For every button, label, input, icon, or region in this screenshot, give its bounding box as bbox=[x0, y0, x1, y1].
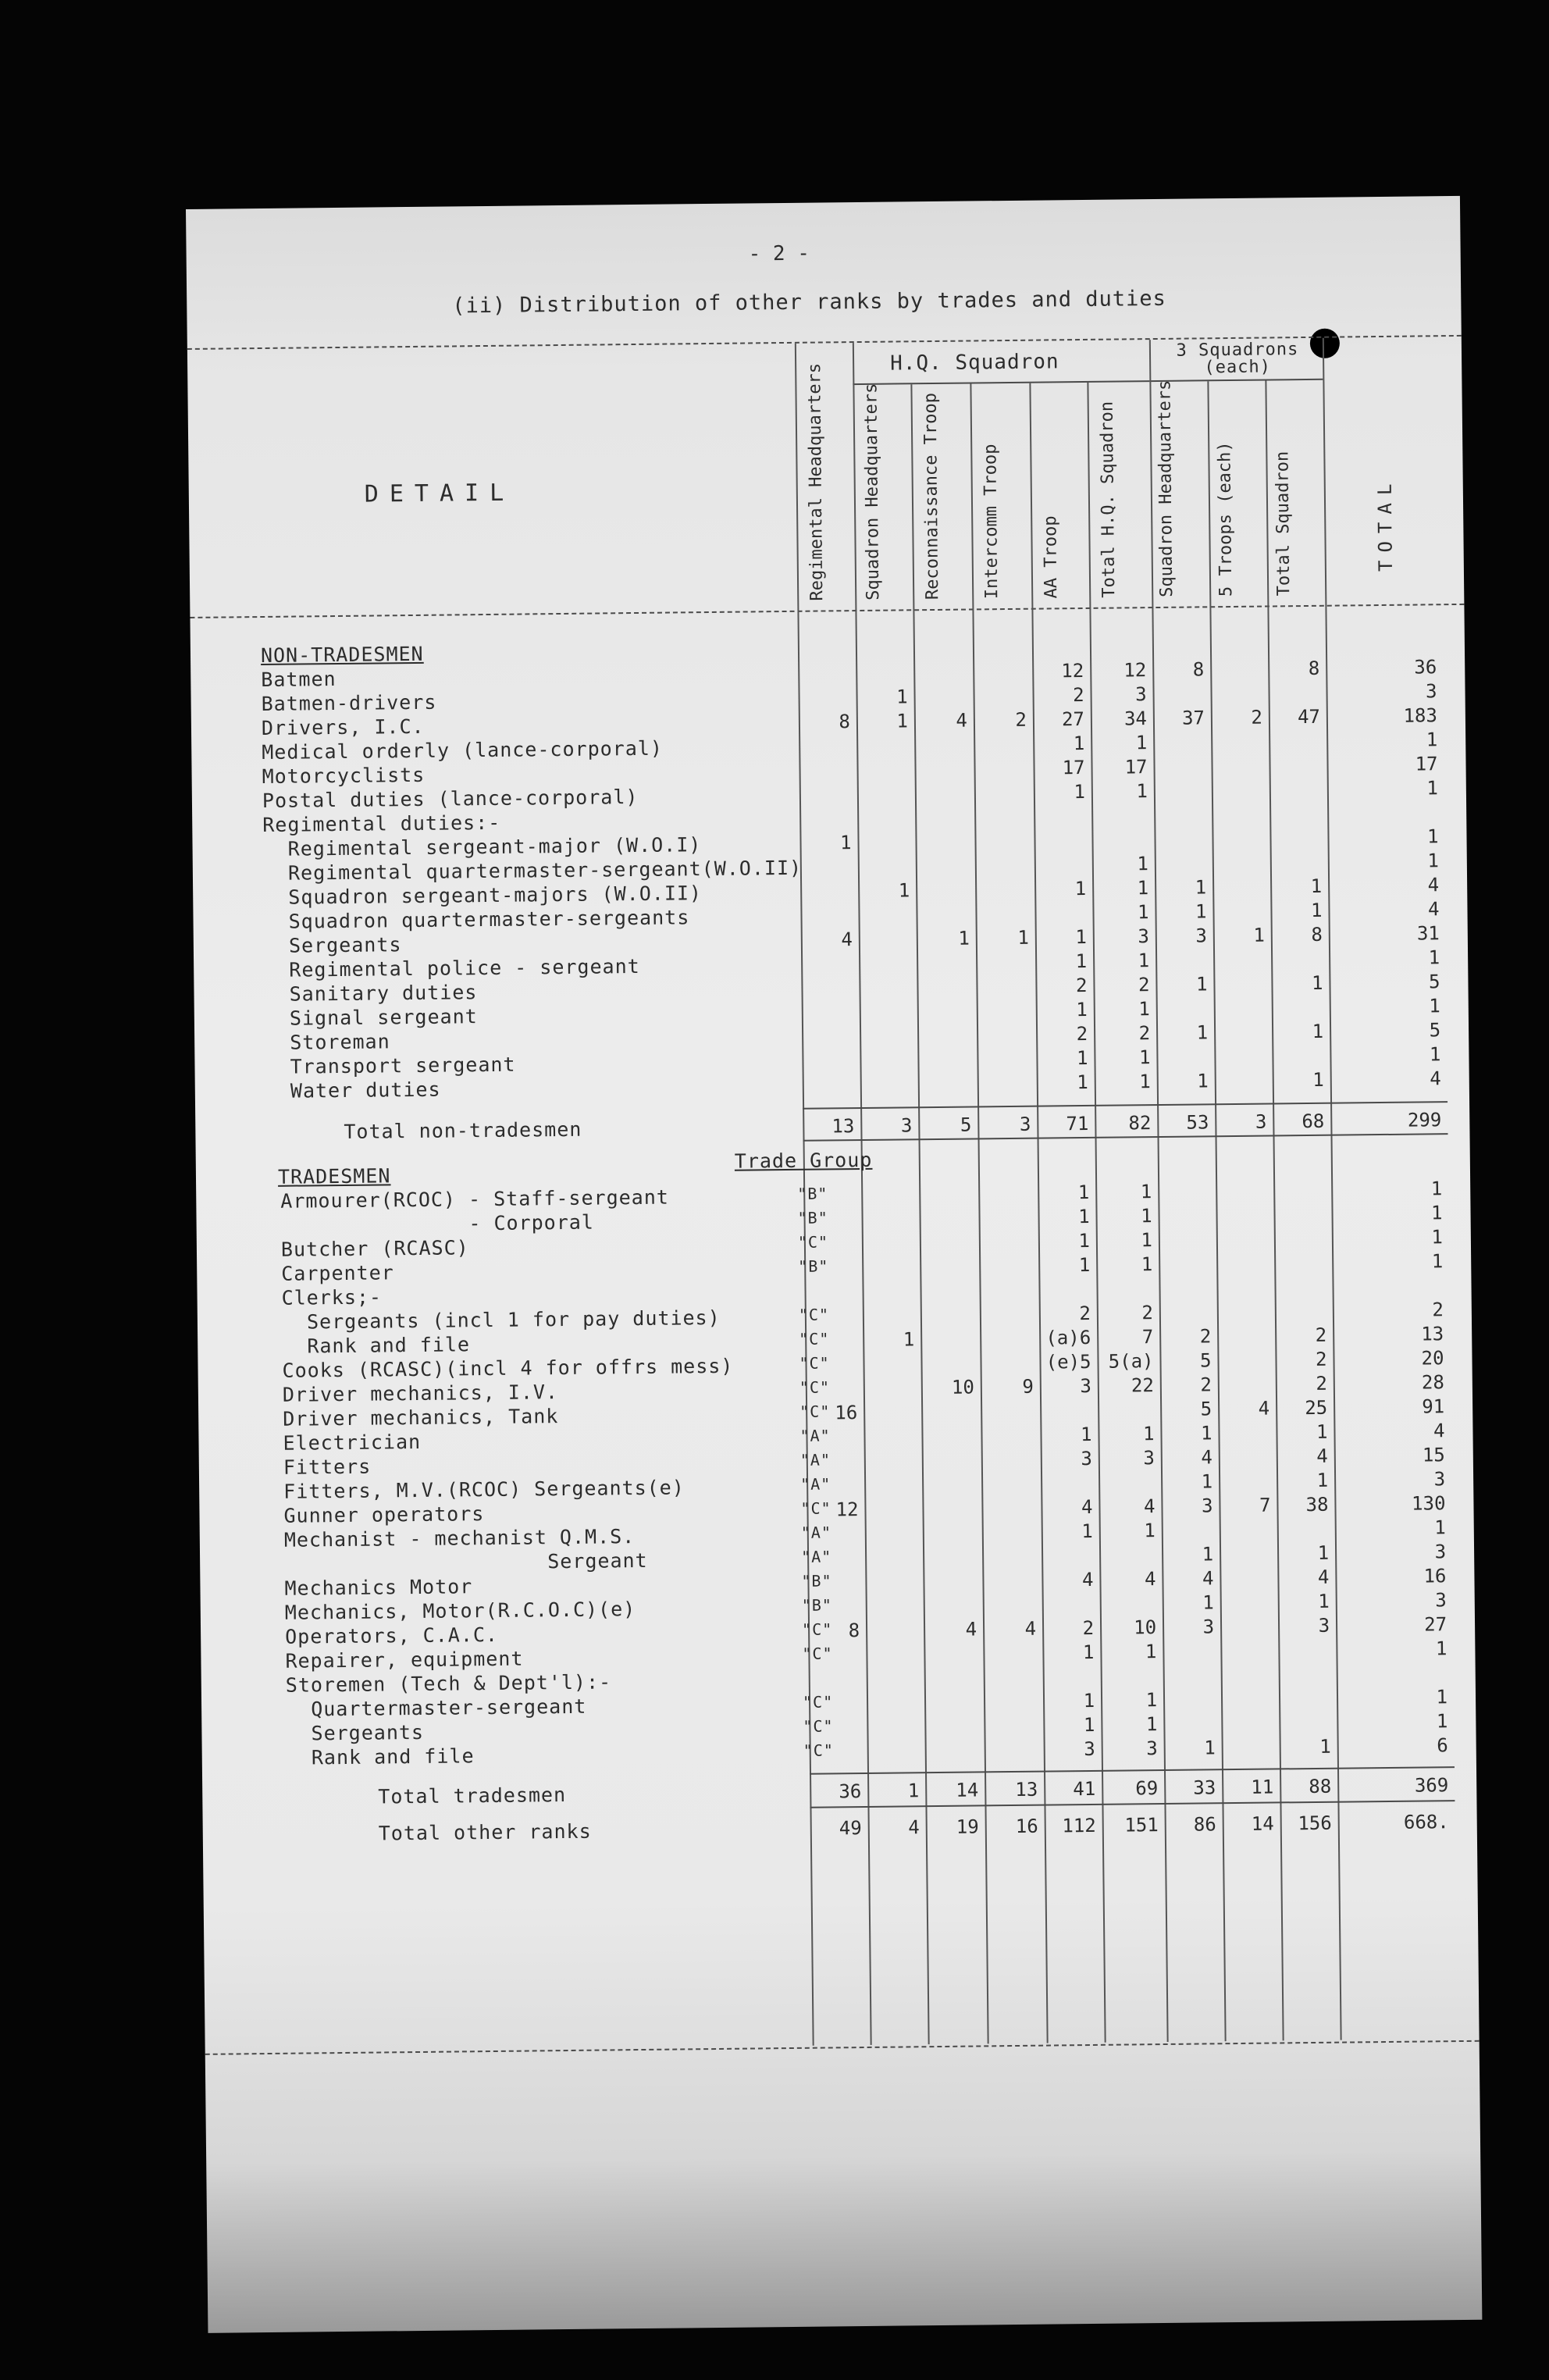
tradesmen-heading: TRADESMEN bbox=[277, 1164, 391, 1188]
table-cell: 3 bbox=[1201, 1495, 1213, 1517]
table-cell: 4 bbox=[1024, 1617, 1037, 1640]
table-cell: 37 bbox=[1181, 707, 1205, 729]
table-cell: 8 bbox=[839, 711, 851, 733]
grand-total-cell: 4 bbox=[908, 1816, 920, 1839]
row-label: Regimental sergeant-major (W.O.I) bbox=[262, 833, 702, 861]
row-label: Mechanics, Motor(R.C.O.C)(e) bbox=[284, 1598, 636, 1624]
total-cell: 5 bbox=[960, 1113, 972, 1136]
row-label: Sanitary duties bbox=[264, 981, 478, 1007]
table-cell: 1 bbox=[1426, 825, 1439, 848]
table-cell: 1 bbox=[1197, 1070, 1209, 1092]
col-intercomm-troop: Intercomm Troop bbox=[981, 444, 1002, 600]
table-cell: 8 bbox=[1192, 658, 1205, 681]
table-cell: 4 bbox=[1433, 1420, 1445, 1442]
trade-group: "A" bbox=[800, 1523, 832, 1542]
trade-group: "A" bbox=[799, 1426, 831, 1445]
table-cell: 3 bbox=[1435, 1589, 1447, 1612]
row-label: Mechanics Motor bbox=[284, 1575, 473, 1600]
table-cell: 2 bbox=[1200, 1373, 1212, 1396]
total-cell: 11 bbox=[1251, 1776, 1274, 1798]
row-label: Transport sergeant bbox=[265, 1053, 516, 1078]
total-cell: 13 bbox=[831, 1115, 855, 1138]
trade-group: "C" bbox=[802, 1692, 834, 1712]
table-cell: 4 bbox=[1317, 1566, 1330, 1588]
table-cell: 1 bbox=[1316, 1469, 1329, 1491]
row-label: Driver mechanics, Tank bbox=[283, 1405, 559, 1430]
table-cell: 4 bbox=[1427, 898, 1440, 921]
header-bottom-rule bbox=[190, 604, 1464, 618]
table-cell: 1 bbox=[839, 832, 852, 854]
table-cell: 27 bbox=[1061, 707, 1085, 731]
table-cell: 1 bbox=[1428, 946, 1440, 969]
table-cell: 3 bbox=[1143, 1447, 1155, 1470]
table-cell: 1 bbox=[1140, 1181, 1152, 1203]
table-cell: 183 bbox=[1403, 704, 1438, 727]
table-cell: 2 bbox=[1015, 708, 1027, 731]
table-cell: 2 bbox=[1138, 974, 1150, 996]
table-cell: 4 bbox=[1258, 1397, 1270, 1420]
document-page bbox=[186, 196, 1482, 2333]
table-cell: 3 bbox=[1138, 925, 1149, 948]
table-cell: 1 bbox=[1427, 850, 1439, 872]
total-cell: 68 bbox=[1302, 1110, 1325, 1133]
row-label: Batmen bbox=[261, 668, 337, 692]
table-cell: 1 bbox=[903, 1328, 915, 1351]
detail-heading: DETAIL bbox=[364, 479, 515, 508]
table-cell: 1 bbox=[1431, 1250, 1444, 1273]
table-cell: 5 bbox=[1428, 971, 1440, 993]
table-cell: 17 bbox=[1062, 756, 1085, 779]
table-cell: 1 bbox=[1435, 1637, 1448, 1660]
table-cell: 9 bbox=[1022, 1375, 1034, 1398]
table-cell: 1 bbox=[1431, 1226, 1444, 1249]
row-label: Sergeants bbox=[286, 1720, 425, 1745]
grand-total-cell: 112 bbox=[1062, 1814, 1096, 1837]
subtotal-rule bbox=[803, 1101, 1448, 1110]
table-cell: 1 bbox=[1310, 875, 1323, 897]
table-cell: 1 bbox=[1080, 1423, 1092, 1446]
grand-total-cell: 19 bbox=[956, 1815, 979, 1838]
table-cell: 3 bbox=[1318, 1614, 1330, 1637]
row-label: Motorcyclists bbox=[262, 763, 426, 789]
table-cell: 1 bbox=[1075, 950, 1088, 973]
table-cell: 2 bbox=[1316, 1372, 1327, 1395]
table-cell: 1 bbox=[1017, 926, 1029, 949]
subtotal-rule bbox=[810, 1800, 1455, 1808]
table-cell: 6 bbox=[1437, 1734, 1448, 1757]
trade-group: "C" bbox=[797, 1232, 829, 1252]
table-cell: 3 bbox=[1081, 1447, 1092, 1470]
row-label: Regimental police - sergeant bbox=[264, 954, 640, 982]
table-cell: 7 bbox=[1141, 1326, 1154, 1349]
trade-group-heading: Trade Group bbox=[734, 1148, 873, 1173]
table-cell: 4 bbox=[965, 1618, 977, 1641]
table-cell: (a)6 bbox=[1045, 1326, 1091, 1349]
table-cell: 4 bbox=[1427, 874, 1440, 896]
row-label: Clerks;- bbox=[281, 1285, 383, 1309]
table-cell: 1 bbox=[1074, 780, 1086, 803]
table-cell: 2 bbox=[1199, 1325, 1212, 1348]
trade-group: "C" bbox=[802, 1644, 833, 1663]
table-cell: 28 bbox=[1421, 1371, 1444, 1394]
row-label: Medical orderly (lance-corporal) bbox=[262, 736, 664, 764]
hq-squadron-heading: H.Q. Squadron bbox=[889, 350, 1059, 376]
col-squadron-hq-2: Squadron Headquarters bbox=[1155, 379, 1177, 597]
table-cell: 34 bbox=[1123, 707, 1148, 730]
row-label: Storemen (Tech & Dept'l):- bbox=[285, 1670, 612, 1697]
total-cell: 33 bbox=[1193, 1776, 1216, 1799]
table-cell: 1 bbox=[1138, 998, 1150, 1021]
table-cell: 1 bbox=[1202, 1591, 1214, 1614]
row-label: Regimental duties:- bbox=[262, 811, 501, 837]
trade-group: "C" bbox=[799, 1353, 830, 1373]
row-label: Armourer(RCOC) - Staff-sergeant bbox=[280, 1185, 670, 1213]
total-cell: 1 bbox=[907, 1780, 920, 1802]
col-regimental-hq: Regimental Headquarters bbox=[805, 362, 828, 601]
total-cell: 3 bbox=[1255, 1110, 1267, 1133]
table-cell: 1 bbox=[1075, 925, 1087, 949]
total-cell: 69 bbox=[1135, 1777, 1159, 1800]
table-cell: 4 bbox=[1143, 1495, 1156, 1518]
table-cell: 1 bbox=[1140, 1205, 1152, 1227]
table-cell: 1 bbox=[1076, 1046, 1088, 1070]
table-cell: 1 bbox=[1204, 1737, 1216, 1759]
table-cell: 1 bbox=[1139, 1071, 1151, 1093]
col-squadron-hq: Squadron Headquarters bbox=[861, 383, 884, 600]
table-cell: 3 bbox=[1434, 1541, 1447, 1563]
page-number: - 2 - bbox=[748, 241, 810, 266]
row-label: Electrician bbox=[283, 1430, 422, 1455]
table-cell: 1 bbox=[958, 927, 970, 950]
table-cell: 4 bbox=[1430, 1067, 1441, 1090]
table-cell: 3 bbox=[1146, 1737, 1158, 1760]
row-label: Sergeant bbox=[284, 1548, 648, 1576]
table-cell: 3 bbox=[1425, 680, 1437, 703]
col-5-troops: 5 Troops (each) bbox=[1215, 441, 1237, 597]
row-label: Squadron quartermaster-sergeants bbox=[263, 906, 690, 934]
row-label: Cooks (RCASC)(incl 4 for offrs mess) bbox=[282, 1354, 734, 1382]
squadron-group-heading: 3 Squadrons (each) bbox=[1176, 340, 1299, 378]
row-label: Driver mechanics, I.V. bbox=[282, 1381, 559, 1406]
table-cell: 1 bbox=[1429, 1043, 1441, 1066]
table-cell: 17 bbox=[1124, 756, 1148, 778]
row-label: Mechanist - mechanist Q.M.S. bbox=[283, 1525, 636, 1552]
table-cell: 1 bbox=[1081, 1520, 1093, 1543]
total-other-ranks-label: Total other ranks bbox=[378, 1819, 592, 1845]
table-cell: 10 bbox=[951, 1376, 974, 1398]
grand-total-cell: 156 bbox=[1298, 1812, 1332, 1835]
trade-group: "A" bbox=[800, 1547, 832, 1566]
total-cell: 88 bbox=[1309, 1775, 1332, 1798]
total-cell: 82 bbox=[1128, 1112, 1152, 1135]
table-cell: 5 bbox=[1199, 1349, 1212, 1372]
table-cell: 2 bbox=[1079, 1302, 1091, 1325]
non-tradesmen-heading: NON-TRADESMEN bbox=[260, 642, 424, 668]
trade-group: "C" bbox=[798, 1305, 830, 1324]
table-cell: 1 bbox=[1426, 777, 1438, 800]
trade-group: "C" bbox=[800, 1498, 831, 1518]
table-cell: 16 bbox=[1423, 1565, 1447, 1587]
table-cell: 3 bbox=[1202, 1616, 1215, 1638]
col-total-squadron: Total Squadron bbox=[1273, 451, 1294, 597]
row-label: Rank and file bbox=[286, 1744, 475, 1769]
trade-group: "B" bbox=[797, 1208, 828, 1227]
col-aa-troop: AA Troop bbox=[1041, 515, 1062, 599]
table-cell: 36 bbox=[1414, 656, 1437, 679]
table-cell: 1 bbox=[1195, 876, 1207, 899]
total-cell: 71 bbox=[1066, 1112, 1089, 1135]
table-cell: 1 bbox=[1141, 1229, 1153, 1252]
table-cell: 2 bbox=[1082, 1616, 1095, 1640]
total-cell: 41 bbox=[1073, 1777, 1096, 1801]
table-cell: 2 bbox=[1141, 1302, 1154, 1324]
trade-group: "A" bbox=[800, 1474, 831, 1494]
table-cell: 16 bbox=[835, 1402, 858, 1424]
table-cell: 1 bbox=[1083, 1713, 1095, 1737]
table-bottom-rule bbox=[205, 2040, 1480, 2055]
trade-group: "A" bbox=[799, 1450, 831, 1470]
trade-group: "B" bbox=[801, 1595, 833, 1615]
trade-group: "C" bbox=[799, 1402, 831, 1421]
table-cell: 1 bbox=[1078, 1229, 1091, 1252]
table-cell: 1 bbox=[1201, 1470, 1213, 1493]
trade-group: "C" bbox=[799, 1329, 830, 1349]
total-cell: 369 bbox=[1414, 1774, 1449, 1797]
squadron-group-rule bbox=[1149, 379, 1323, 382]
hq-squadron-rule bbox=[853, 380, 1149, 385]
table-cell: 25 bbox=[1305, 1396, 1328, 1420]
table-cell: 1 bbox=[1138, 1046, 1151, 1069]
table-cell: 4 bbox=[1081, 1568, 1094, 1591]
row-label: Squadron sergeant-majors (W.O.II) bbox=[263, 882, 703, 910]
row-label: Fitters bbox=[283, 1455, 372, 1479]
table-cell: 22 bbox=[1131, 1374, 1154, 1397]
table-cell: 5 bbox=[1200, 1398, 1212, 1420]
table-cell: 20 bbox=[1421, 1347, 1444, 1370]
table-cell: 4 bbox=[1201, 1446, 1212, 1469]
table-cell: 1 bbox=[1316, 1420, 1328, 1443]
row-label: Fitters, M.V.(RCOC) Sergeants(e) bbox=[283, 1476, 685, 1503]
table-cell: 2 bbox=[1315, 1324, 1327, 1346]
table-cell: 1 bbox=[1317, 1541, 1330, 1564]
row-label: Repairer, equipment bbox=[285, 1647, 524, 1673]
table-cell: 1 bbox=[1076, 998, 1088, 1021]
table-cell: 4 bbox=[1202, 1567, 1214, 1590]
table-cell: 1 bbox=[898, 879, 910, 902]
grand-total-cell: 151 bbox=[1124, 1814, 1159, 1837]
total-non-tradesmen-label: Total non-tradesmen bbox=[344, 1117, 582, 1143]
table-cell: 3 bbox=[1195, 925, 1207, 947]
document-title: (ii) Distribution of other ranks by trades and duties bbox=[452, 286, 1166, 319]
row-label: Butcher (RCASC) bbox=[280, 1236, 469, 1261]
subtotal-rule bbox=[810, 1766, 1455, 1775]
table-cell: 4 bbox=[1316, 1445, 1328, 1467]
table-cell: 3 bbox=[1084, 1737, 1095, 1761]
table-cell: 1 bbox=[1311, 971, 1323, 994]
total-cell: 3 bbox=[1019, 1113, 1031, 1135]
table-cell: 5(a) bbox=[1108, 1350, 1154, 1373]
table-cell: 10 bbox=[1134, 1616, 1157, 1639]
total-cell: 53 bbox=[1186, 1111, 1209, 1134]
table-cell: 1 bbox=[1436, 1686, 1448, 1708]
table-cell: 8 bbox=[1311, 923, 1323, 946]
grand-total-cell: 86 bbox=[1193, 1813, 1216, 1836]
table-cell: 4 bbox=[841, 928, 853, 951]
row-label: Signal sergeant bbox=[264, 1005, 478, 1030]
total-cell: 14 bbox=[956, 1779, 979, 1801]
trade-group: "B" bbox=[798, 1256, 829, 1276]
table-cell: 1 bbox=[1135, 732, 1148, 754]
table-cell: 13 bbox=[1421, 1323, 1444, 1345]
table-cell: 1 bbox=[1195, 973, 1208, 996]
row-label: Batmen-drivers bbox=[261, 690, 437, 716]
col-total-hq-squadron: Total H.Q. Squadron bbox=[1097, 401, 1120, 598]
table-cell: 1 bbox=[896, 710, 909, 732]
row-label: Regimental quartermaster-sergeant(W.O.II) bbox=[262, 856, 803, 885]
table-cell: 1 bbox=[1196, 1021, 1209, 1044]
table-cell: 1 bbox=[1436, 1710, 1448, 1733]
table-cell: 1 bbox=[1073, 732, 1085, 755]
table-cell: 1 bbox=[1253, 924, 1265, 946]
row-label: Carpenter bbox=[281, 1261, 394, 1285]
total-cell: 299 bbox=[1407, 1109, 1442, 1131]
table-cell: 12 bbox=[1061, 659, 1084, 682]
row-label: Water duties bbox=[265, 1078, 441, 1103]
trade-group: "C" bbox=[799, 1377, 831, 1397]
table-cell: 1 bbox=[1082, 1641, 1095, 1664]
table-cell: 130 bbox=[1411, 1492, 1446, 1515]
table-cell: 1 bbox=[1429, 995, 1440, 1017]
table-cell: 1 bbox=[1312, 1068, 1324, 1091]
trade-group: "B" bbox=[801, 1571, 832, 1591]
row-label: Sergeants (incl 1 for pay duties) bbox=[281, 1306, 721, 1334]
table-cell: 1 bbox=[1141, 1253, 1153, 1276]
table-cell: 1 bbox=[1142, 1423, 1155, 1445]
table-cell: 1 bbox=[1145, 1641, 1157, 1663]
table-cell: 2 bbox=[1251, 706, 1263, 729]
table-cell: 1 bbox=[1077, 1181, 1090, 1204]
table-cell: 1 bbox=[1202, 1543, 1214, 1566]
table-cell: 91 bbox=[1422, 1395, 1445, 1418]
table-cell: 1 bbox=[1137, 853, 1148, 875]
table-cell: 2 bbox=[1315, 1348, 1327, 1370]
table-cell: 1 bbox=[1145, 1689, 1158, 1712]
table-cell: 1 bbox=[1318, 1590, 1330, 1612]
table-cell: 12 bbox=[835, 1498, 859, 1521]
table-cell: 38 bbox=[1305, 1493, 1329, 1516]
grand-total-cell: 16 bbox=[1015, 1815, 1038, 1837]
table-cell: 1 bbox=[1137, 901, 1149, 924]
row-label: Sergeants bbox=[263, 933, 402, 958]
total-tradesmen-label: Total tradesmen bbox=[378, 1783, 567, 1808]
table-cell: 4 bbox=[956, 709, 968, 732]
table-cell: 3 bbox=[1134, 683, 1147, 706]
row-label: - Corporal bbox=[280, 1210, 595, 1237]
table-cell: 2 bbox=[1432, 1299, 1444, 1321]
table-cell: 1 bbox=[1195, 900, 1207, 923]
row-label: Rank and file bbox=[282, 1333, 471, 1358]
table-cell: 15 bbox=[1422, 1444, 1445, 1466]
table-cell: 1 bbox=[1319, 1735, 1331, 1758]
trade-group: "B" bbox=[797, 1184, 828, 1203]
row-label: Postal duties (lance-corporal) bbox=[262, 785, 639, 813]
trade-group: "C" bbox=[803, 1740, 834, 1760]
table-cell: 4 bbox=[1081, 1495, 1093, 1519]
table-cell: 3 bbox=[1080, 1374, 1091, 1398]
table-cell: 1 bbox=[1310, 899, 1323, 921]
table-cell: 12 bbox=[1123, 659, 1147, 682]
table-cell: 8 bbox=[1308, 657, 1320, 679]
table-cell: 2 bbox=[1075, 974, 1088, 997]
table-cell: 1 bbox=[1137, 877, 1149, 900]
table-cell: 1 bbox=[1430, 1202, 1443, 1224]
row-label: Operators, C.A.C. bbox=[285, 1623, 499, 1648]
table-cell: 1 bbox=[1434, 1516, 1446, 1539]
table-cell: 1 bbox=[1074, 877, 1087, 900]
row-label: Drivers, I.C. bbox=[261, 714, 425, 740]
table-cell: 1 bbox=[1078, 1253, 1091, 1277]
table-cell: 1 bbox=[1430, 1178, 1443, 1200]
row-label: Gunner operators bbox=[283, 1502, 485, 1527]
table-cell: 1 bbox=[896, 686, 908, 708]
table-cell: 1 bbox=[1077, 1205, 1090, 1228]
col-reconnaissance-troop: Reconnaissance Troop bbox=[920, 392, 943, 600]
grand-total-cell: 49 bbox=[839, 1817, 862, 1840]
table-cell: 1 bbox=[1083, 1689, 1095, 1712]
table-cell: 2 bbox=[1076, 1022, 1088, 1046]
table-cell: 3 bbox=[1433, 1468, 1446, 1491]
table-cell: 4 bbox=[1144, 1568, 1156, 1591]
table-cell: 5 bbox=[1429, 1019, 1441, 1042]
total-cell: 13 bbox=[1015, 1778, 1038, 1801]
table-cell: 7 bbox=[1259, 1494, 1271, 1516]
table-cell: 1 bbox=[1426, 729, 1438, 751]
trade-group: "C" bbox=[803, 1716, 834, 1736]
table-cell: 1 bbox=[1077, 1071, 1088, 1094]
table-cell: 1 bbox=[1200, 1422, 1212, 1445]
grand-total-cell: 14 bbox=[1251, 1812, 1274, 1835]
total-cell: 3 bbox=[900, 1114, 913, 1137]
grand-total-cell: 668. bbox=[1403, 1811, 1449, 1833]
total-cell: 36 bbox=[839, 1780, 862, 1803]
trade-group: "C" bbox=[801, 1619, 833, 1639]
col-total: TOTAL bbox=[1373, 476, 1397, 572]
table-cell: 47 bbox=[1297, 705, 1321, 729]
table-cell: 2 bbox=[1138, 1022, 1151, 1045]
table-cell: 31 bbox=[1416, 922, 1440, 945]
table-cell: 2 bbox=[1072, 683, 1084, 707]
table-cell: (e)5 bbox=[1045, 1350, 1091, 1373]
table-cell: 1 bbox=[1136, 780, 1148, 803]
table-cell: 8 bbox=[848, 1619, 860, 1642]
table-cell: 1 bbox=[1144, 1520, 1156, 1542]
table-cell: 1 bbox=[1145, 1713, 1158, 1736]
row-label: Quartermaster-sergeant bbox=[285, 1694, 587, 1721]
row-label: Storeman bbox=[265, 1030, 390, 1054]
table-cell: 1 bbox=[1312, 1020, 1324, 1042]
table-cell: 1 bbox=[1138, 950, 1150, 972]
table-cell: 17 bbox=[1415, 753, 1438, 775]
table-cell: 27 bbox=[1424, 1613, 1448, 1636]
